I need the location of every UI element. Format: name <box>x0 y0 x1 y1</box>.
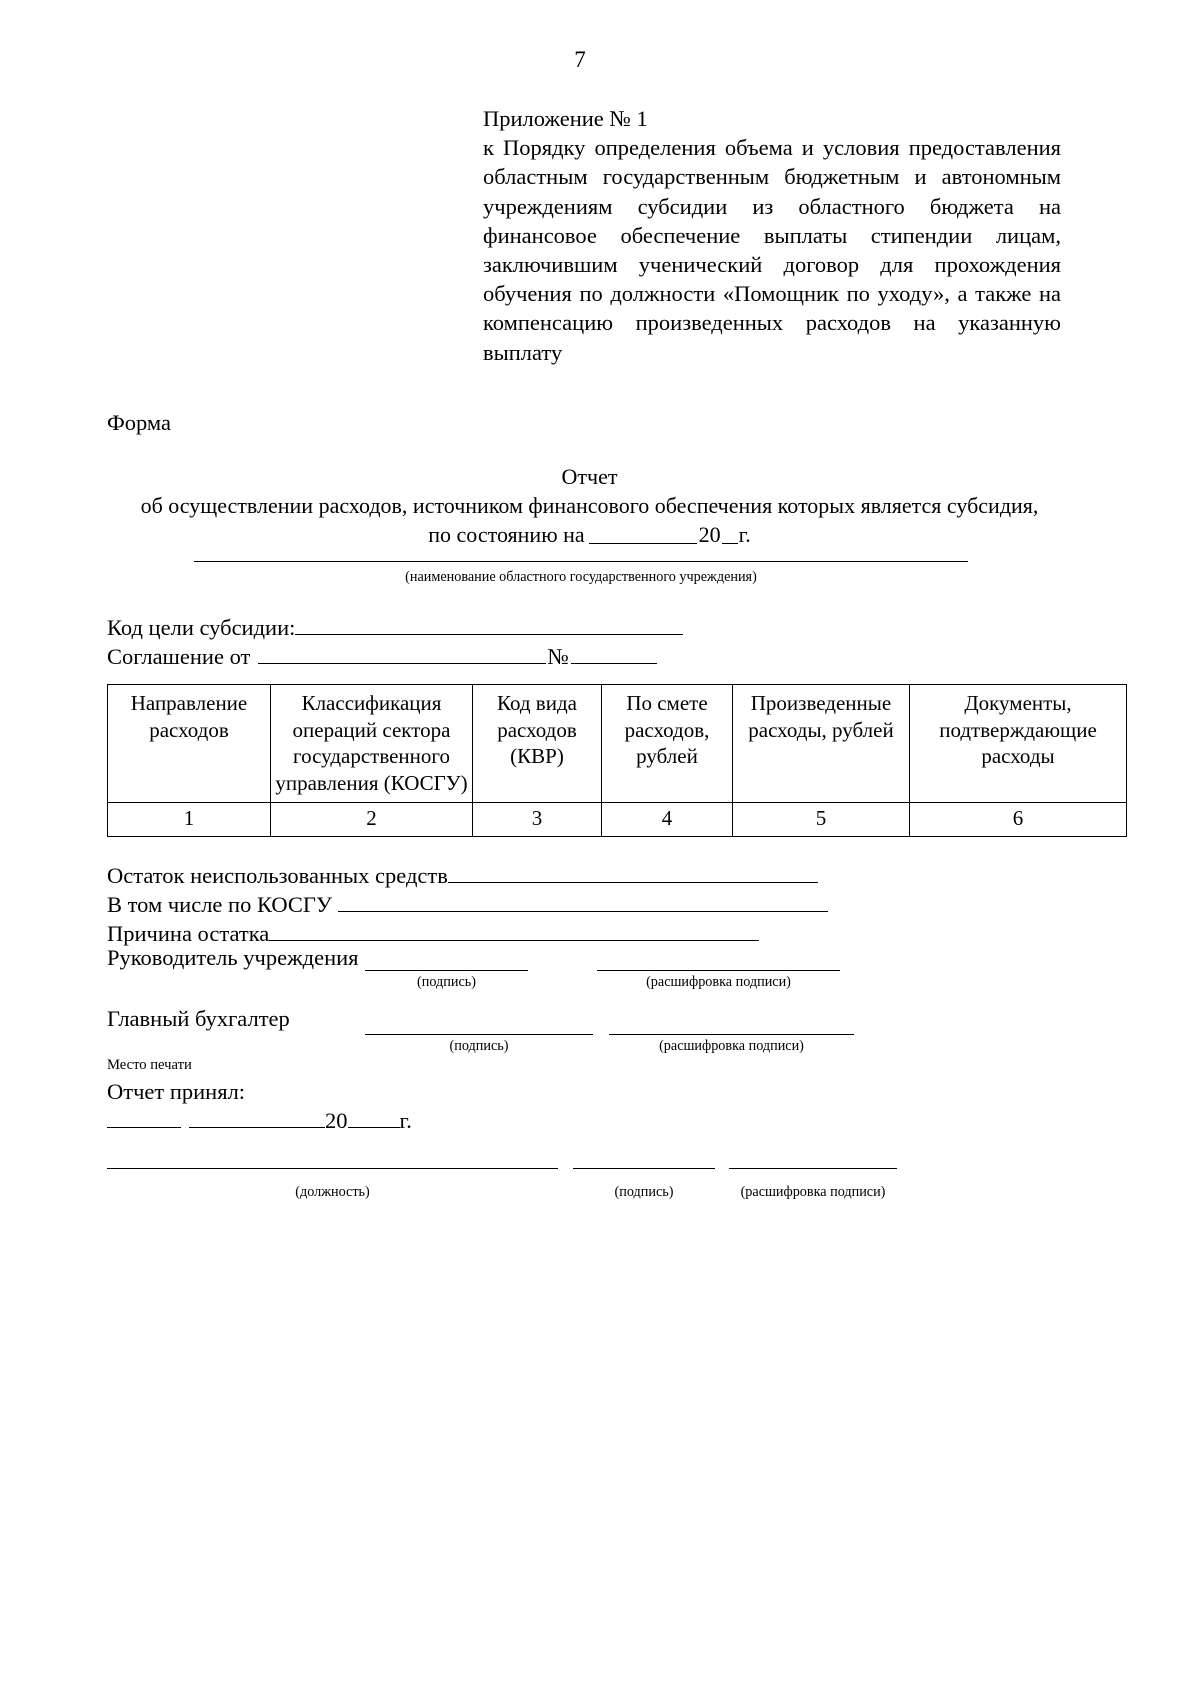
acceptance-month-input[interactable] <box>189 1127 325 1128</box>
column-number-3: 3 <box>473 803 602 837</box>
report-date-suffix: г. <box>738 522 751 547</box>
reason-input[interactable] <box>269 940 759 941</box>
page-number: 7 <box>574 47 586 72</box>
head-transcript-input[interactable] <box>597 970 840 971</box>
report-title-block <box>107 462 1072 549</box>
head-signature-captions <box>107 974 1047 1000</box>
accountant-transcript-input[interactable] <box>609 1034 854 1035</box>
agreement-label: Соглашение от <box>107 644 251 669</box>
report-date-year: 20 <box>698 522 721 547</box>
acceptance-transcript-input[interactable] <box>729 1168 897 1169</box>
remainder-fields <box>107 861 1007 948</box>
table-header-cell-6: Документы, подтверждающие расходы <box>910 685 1127 803</box>
acceptance-date-row <box>107 1106 412 1135</box>
acceptance-transcript-caption: (расшифровка подписи) <box>740 1184 886 1200</box>
unused-funds-row <box>107 861 1007 890</box>
accountant-label: Главный бухгалтер <box>107 1006 290 1031</box>
report-title: Отчет <box>561 464 618 489</box>
form-label: Форма <box>107 410 172 435</box>
institution-name-line[interactable] <box>194 561 968 562</box>
table-header-row <box>108 685 1127 803</box>
report-subtitle: об осуществлении расходов, источником финансового обеспечения которых является субсидия, <box>140 493 1039 518</box>
acceptance-signature-lines <box>107 1160 897 1172</box>
column-number-2: 2 <box>271 803 473 837</box>
table-header-cell-3: Код вида расходов (КВР) <box>473 685 602 803</box>
column-number-4: 4 <box>602 803 733 837</box>
acceptance-signature-input[interactable] <box>573 1168 715 1169</box>
column-number-1: 1 <box>108 803 271 837</box>
accountant-signature-captions <box>107 1038 1047 1064</box>
acceptance-year-input[interactable] <box>348 1127 400 1128</box>
accountant-transcript-caption: (расшифровка подписи) <box>659 1038 804 1054</box>
report-date-line <box>107 520 1072 549</box>
acceptance-year-prefix: 20 <box>325 1108 348 1133</box>
subsidy-code-row <box>107 613 1007 642</box>
subsidy-code-label: Код цели субсидии: <box>107 615 296 640</box>
head-signature-input[interactable] <box>365 970 528 971</box>
acceptance-signature-block <box>107 1160 897 1206</box>
subsidy-code-input[interactable] <box>295 634 683 635</box>
by-kosgu-input[interactable] <box>338 911 828 912</box>
head-signature-caption: (подпись) <box>417 974 476 990</box>
reason-row <box>107 919 1007 948</box>
acceptance-year-suffix: г. <box>399 1108 412 1133</box>
agreement-date-input[interactable] <box>258 663 546 664</box>
report-year-blank[interactable] <box>722 543 738 544</box>
institution-name-caption: (наименование областного государственного учреждения) <box>405 569 757 585</box>
by-kosgu-row <box>107 890 1007 919</box>
reason-label: Причина остатка <box>107 921 270 946</box>
column-number-6: 6 <box>910 803 1127 837</box>
acceptance-day-input[interactable] <box>107 1127 181 1128</box>
appendix-title: Приложение № 1 <box>483 106 648 131</box>
acceptance-signature-captions <box>107 1184 897 1206</box>
unused-funds-input[interactable] <box>448 882 818 883</box>
acceptance-position-caption: (должность) <box>295 1184 370 1200</box>
head-label: Руководитель учреждения <box>107 945 359 970</box>
agreement-number-input[interactable] <box>571 663 657 664</box>
table-header-cell-4: По смете расходов, рублей <box>602 685 733 803</box>
report-date-prefix: по состоянию на <box>428 522 585 547</box>
acceptance-signature-caption: (подпись) <box>614 1184 674 1200</box>
number-sign: № <box>547 644 569 669</box>
head-signature-row <box>107 945 1047 974</box>
report-accepted-label: Отчет принял: <box>107 1079 246 1104</box>
table-header-cell-1: Направление расходов <box>108 685 271 803</box>
report-date-blank[interactable] <box>589 543 697 544</box>
column-number-5: 5 <box>733 803 910 837</box>
table-header-cell-2: Классификация операций сектора государственного управления (КОСГУ) <box>271 685 473 803</box>
agreement-row <box>107 642 1007 671</box>
table-header-cell-5: Произведенные расходы, рублей <box>733 685 910 803</box>
expenses-table <box>107 684 1127 837</box>
subsidy-fields <box>107 613 1007 671</box>
acceptance-position-input[interactable] <box>107 1168 558 1169</box>
appendix-reference-block <box>483 104 1061 367</box>
accountant-signature-caption: (подпись) <box>449 1038 509 1054</box>
by-kosgu-label: В том числе по КОСГУ <box>107 892 332 917</box>
seal-label: Место печати <box>107 1057 192 1073</box>
table-column-number-row <box>108 803 1127 837</box>
accountant-signature-input[interactable] <box>365 1034 593 1035</box>
unused-funds-label: Остаток неиспользованных средств <box>107 863 448 888</box>
head-transcript-caption: (расшифровка подписи) <box>646 974 791 990</box>
signature-block <box>107 945 1047 1064</box>
appendix-body: к Порядку определения объема и условия предоставления областным государственным бюджетным и автономным учреждениям субсидии из областного бюджета на финансовое обеспечение выплаты стипендии лицам, заключившим ученический договор для прохождения обучения по должности «Помощник по уходу», а также на компенсацию произведенных расходов на указанную выплату <box>483 135 1061 365</box>
accountant-signature-row <box>107 1000 1047 1038</box>
